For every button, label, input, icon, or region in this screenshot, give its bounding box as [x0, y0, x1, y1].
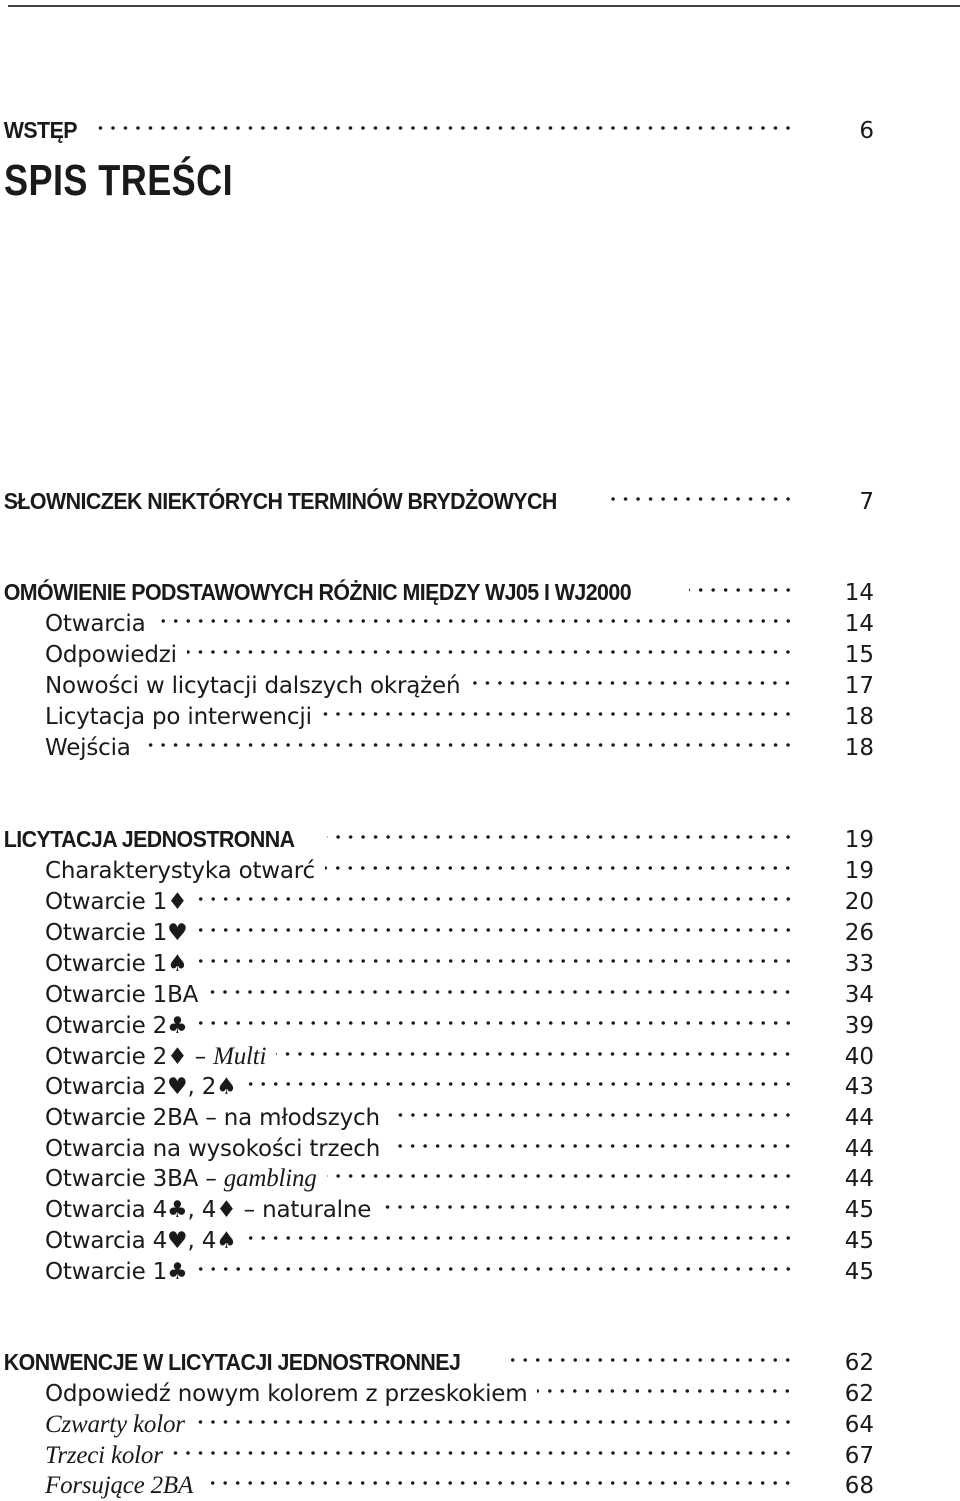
toc-entry-page-number: 44 [844, 1166, 874, 1192]
toc-entry-page-number: 19 [844, 827, 874, 853]
toc-entry-page-number: 40 [844, 1044, 874, 1070]
dot-leader [327, 1156, 794, 1186]
toc-entry-label: LICYTACJA JEDNOSTRONNA [3, 826, 295, 852]
toc-entry-page-number: 19 [844, 858, 874, 884]
toc-entry[interactable] [0, 1156, 960, 1192]
toc-entry-page-number: 62 [844, 1381, 874, 1407]
toc-entry-label: Otwarcia 2♥, 2♠ [45, 1074, 237, 1100]
toc-entry-label: Licytacja po interwencji [45, 704, 312, 730]
toc-entry-label-italic: Czwarty kolor [45, 1411, 185, 1438]
toc-entry-label-italic: gambling [223, 1165, 317, 1192]
dot-leader [208, 972, 794, 1002]
dot-leader [689, 570, 794, 600]
toc-entry[interactable] [0, 1064, 960, 1100]
toc-entry[interactable] [0, 1463, 960, 1499]
toc-entry[interactable] [0, 663, 960, 699]
dot-leader [470, 663, 794, 693]
toc-entry-label: Otwarcia na wysokości trzech [45, 1136, 381, 1162]
toc-entry-page-number: 64 [844, 1412, 874, 1438]
dot-leader [325, 848, 794, 878]
dot-leader [195, 1402, 794, 1432]
toc-entry[interactable] [0, 1218, 960, 1254]
toc-entry-label: Otwarcie 1♠ [45, 951, 188, 977]
toc-entry-label: Otwarcia [45, 611, 146, 637]
toc-entry-page-number: 45 [844, 1259, 874, 1285]
toc-entry[interactable] [0, 1034, 960, 1070]
toc-entry[interactable] [0, 1003, 960, 1039]
dot-leader [390, 1126, 794, 1156]
toc-entry-page-number: 45 [844, 1228, 874, 1254]
dot-leader [327, 817, 794, 847]
dot-leader [609, 479, 794, 509]
toc-entry-page-number: 67 [844, 1443, 874, 1469]
dot-leader [390, 1095, 794, 1125]
toc-entry[interactable] [0, 817, 960, 853]
dot-leader [141, 725, 794, 755]
dot-leader [198, 1003, 794, 1033]
toc-entry-page-number: 7 [859, 489, 874, 515]
toc-entry[interactable] [0, 1187, 960, 1223]
toc-entry-page-number: 45 [844, 1197, 874, 1223]
dot-leader [187, 632, 794, 662]
toc-entry-page-number: 18 [844, 735, 874, 761]
toc-entry-page-number: 18 [844, 704, 874, 730]
toc-entry[interactable] [0, 972, 960, 1008]
dot-leader [156, 601, 794, 631]
dot-leader [198, 1249, 794, 1279]
toc-entry[interactable] [0, 601, 960, 637]
dot-leader [247, 1064, 794, 1094]
toc-entry-page-number: 43 [844, 1074, 874, 1100]
toc-entry-label-italic: Trzeci kolor [45, 1442, 163, 1469]
dot-leader [198, 941, 794, 971]
toc-entry[interactable] [0, 848, 960, 884]
toc-entry[interactable] [0, 479, 960, 515]
toc-entry[interactable] [0, 1371, 960, 1407]
toc-entry-label: OMÓWIENIE PODSTAWOWYCH RÓŻNIC MIĘDZY WJ05 I WJ2000 [3, 579, 632, 605]
dot-leader [276, 1034, 794, 1064]
toc-entry-label: Charakterystyka otwarć [45, 858, 315, 884]
dot-leader [322, 694, 794, 724]
toc-entry-label-italic: Forsujące 2BA [45, 1472, 194, 1499]
dot-leader [93, 108, 794, 138]
toc-entry-label: Otwarcie 1♣ [45, 1259, 188, 1285]
toc-entry-page-number: 44 [844, 1105, 874, 1131]
toc-entry-page-number: 33 [844, 951, 874, 977]
toc-entry-page-number: 39 [844, 1013, 874, 1039]
toc-entry-page-number: 14 [844, 611, 874, 637]
toc-entry[interactable] [0, 1402, 960, 1438]
toc-entry[interactable] [0, 1340, 960, 1376]
dot-leader [381, 1187, 794, 1217]
page-title: SPIS TREŚCI [4, 156, 234, 205]
toc-entry-label: Otwarcia 4♥, 4♠ [45, 1228, 237, 1254]
dot-leader [203, 1463, 794, 1493]
toc-entry-page-number: 44 [844, 1136, 874, 1162]
dot-leader [198, 910, 794, 940]
toc-entry-page-number: 14 [844, 580, 874, 606]
toc-entry[interactable] [0, 108, 960, 144]
toc-entry-label: Otwarcie 1♦ [45, 889, 188, 915]
toc-entry[interactable] [0, 1249, 960, 1285]
dot-leader [247, 1218, 794, 1248]
toc-entry-page-number: 68 [844, 1473, 874, 1499]
toc-entry-label: KONWENCJE W LICYTACJI JEDNOSTRONNEJ [3, 1349, 461, 1375]
toc-entry-label: Otwarcie 3BA – gambling [45, 1165, 317, 1192]
toc-entry-page-number: 17 [844, 673, 874, 699]
toc-entry-label: Otwarcie 2♦ – Multi [45, 1043, 267, 1070]
toc-entry-label: WSTĘP [3, 117, 77, 143]
toc-entry-label: Otwarcie 1BA [45, 982, 199, 1008]
toc-entry[interactable] [0, 910, 960, 946]
toc-entry[interactable] [0, 570, 960, 606]
toc-entry-label-italic: Multi [213, 1043, 267, 1070]
toc-entry-label: Nowości w licytacji dalszych okrążeń [45, 673, 461, 699]
toc-entry[interactable] [0, 694, 960, 730]
toc-entry-label: Otwarcie 2♣ [45, 1013, 188, 1039]
toc-entry-page-number: 6 [859, 118, 874, 144]
toc-entry-page-number: 26 [844, 920, 874, 946]
toc-entry[interactable] [0, 879, 960, 915]
toc-entry[interactable] [0, 941, 960, 977]
toc-entry-label: Wejścia [45, 735, 131, 761]
toc-entry-page-number: 34 [844, 982, 874, 1008]
toc-entry-label [0, 1471, 193, 1501]
toc-entry-page-number: 20 [844, 889, 874, 915]
toc-entry[interactable] [0, 1433, 960, 1469]
toc-entry[interactable] [0, 1126, 960, 1162]
toc-entry-page-number: 62 [844, 1350, 874, 1376]
dot-leader [198, 879, 794, 909]
toc-entry[interactable] [0, 1095, 960, 1131]
dot-leader [505, 1340, 794, 1370]
toc-entry-label: Otwarcia 4♣, 4♦ – naturalne [45, 1197, 372, 1223]
toc-entry-label: Odpowiedzi [45, 642, 177, 668]
toc-entry-label: SŁOWNICZEK NIEKTÓRYCH TERMINÓW BRYDŻOWYCH [3, 488, 557, 514]
dot-leader [173, 1433, 794, 1463]
toc-entry-label: Otwarcie 2BA – na młodszych [45, 1105, 380, 1131]
dot-leader [537, 1371, 794, 1401]
toc-entry-label: Otwarcie 1♥ [45, 920, 188, 946]
toc-entry[interactable] [0, 632, 960, 668]
toc-entry-label: Odpowiedź nowym kolorem z przeskokiem [45, 1381, 528, 1407]
toc-entry-page-number: 15 [844, 642, 874, 668]
toc-entry[interactable] [0, 725, 960, 761]
